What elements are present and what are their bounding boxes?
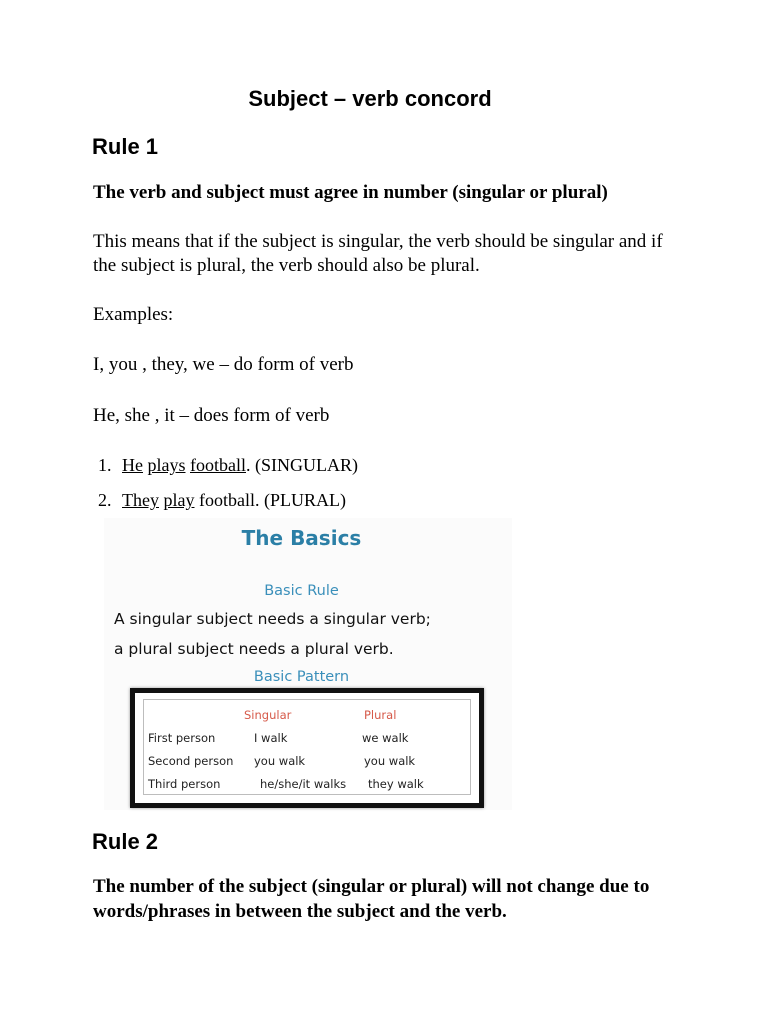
table-cell: you walk — [364, 754, 416, 768]
figure-title: The Basics — [241, 526, 362, 550]
basics-figure — [104, 518, 512, 810]
rule-1-statement: The verb and subject must agree in number (singular or plural) — [93, 182, 608, 203]
rule-2-statement: The number of the subject (singular or plural) will not change due to words/phrases in between the subject and the verb. — [93, 876, 650, 922]
example-number: 2. — [98, 490, 112, 510]
table-cell: we walk — [362, 731, 409, 745]
examples-label: Examples: — [93, 304, 174, 325]
rule-line-1: A singular subject needs a singular verb; — [114, 610, 431, 628]
table-cell: they walk — [368, 777, 424, 791]
table-cell: you walk — [254, 754, 306, 768]
table-header-singular: Singular — [244, 708, 292, 722]
page-title: Subject – verb concord — [248, 86, 492, 111]
table-cell: Third person — [148, 777, 221, 791]
rule-1-explanation: This means that if the subject is singular, the verb should be singular and if the subject is plural, the verb should also be plural. — [93, 231, 663, 276]
example-subject: They — [122, 490, 159, 510]
table-cell: Second person — [148, 754, 234, 768]
basic-pattern-label: Basic Pattern — [253, 669, 350, 685]
table-cell: he/she/it walks — [260, 777, 347, 791]
example-item — [98, 452, 358, 487]
examples-list — [98, 452, 358, 522]
rule-line-2: a plural subject needs a plural verb. — [114, 640, 394, 658]
example-verb: play — [163, 490, 195, 510]
example-subject: He — [122, 455, 143, 475]
example-verb: plays — [147, 455, 186, 475]
example-rest: . (PLURAL) — [254, 490, 346, 510]
do-form-line: I, you , they, we – do form of verb — [93, 354, 354, 375]
pattern-table-inner — [143, 699, 471, 795]
basic-rule-label: Basic Rule — [264, 583, 339, 599]
rule-1-heading: Rule 1 — [92, 134, 159, 159]
table-cell: First person — [148, 731, 216, 745]
example-object: football — [190, 455, 246, 475]
example-item — [98, 487, 358, 522]
table-cell: I walk — [254, 731, 288, 745]
table-header-plural: Plural — [364, 708, 397, 722]
example-object: football — [198, 490, 255, 510]
does-form-line: He, she , it – does form of verb — [93, 405, 330, 426]
example-rest: . (SINGULAR) — [246, 455, 358, 475]
example-number: 1. — [98, 455, 112, 475]
pattern-table — [130, 688, 484, 808]
rule-2-heading: Rule 2 — [92, 829, 159, 854]
